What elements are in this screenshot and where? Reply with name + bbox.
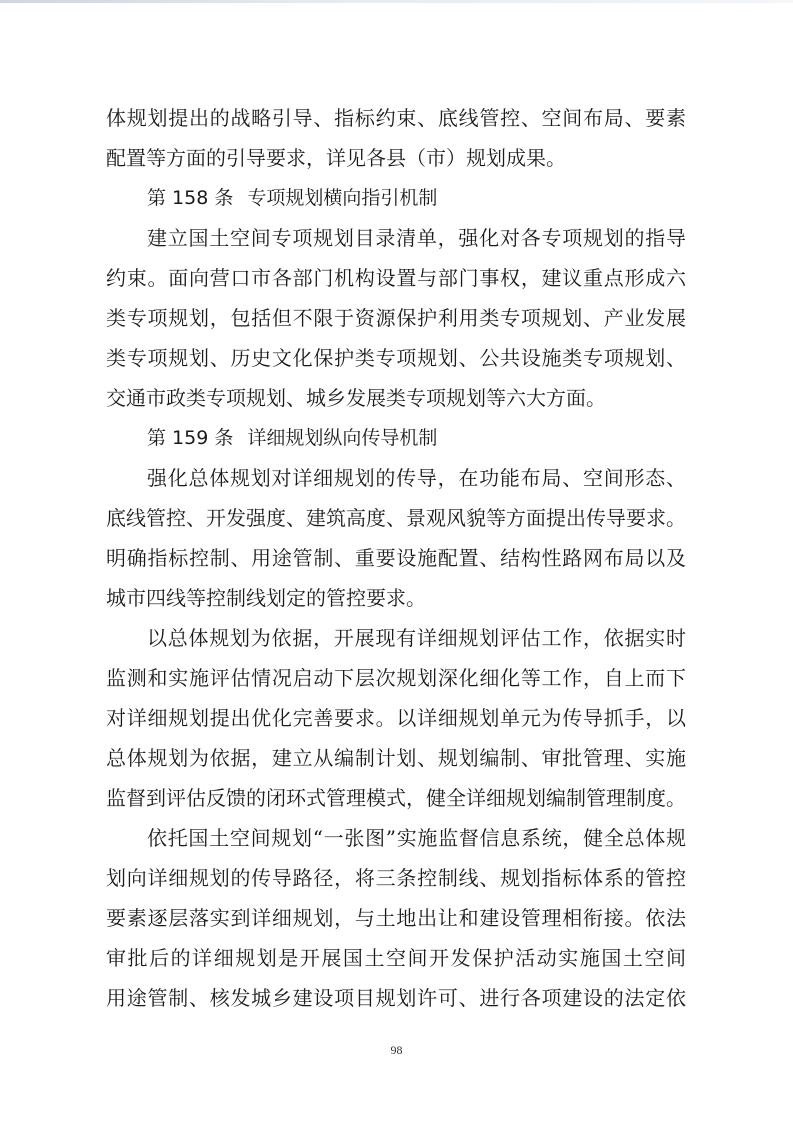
paragraph-line: 交通市政类专项规划、城乡发展类专项规划等六大方面。 xyxy=(106,386,606,410)
article-heading xyxy=(106,418,686,458)
paragraph-line: 体规划提出的战略引导、指标约束、底线管控、空间布局、要素 xyxy=(106,106,686,130)
paragraph-line: 类专项规划，包括但不限于资源保护利用类专项规划、产业发展 xyxy=(106,306,686,330)
paragraph-line: 监测和实施评估情况启动下层次规划深化细化等工作，自上而下 xyxy=(106,666,686,690)
article-number: 第 158 条 xyxy=(147,187,234,209)
paragraph-line: 配置等方面的引导要求，详见各县（市）规划成果。 xyxy=(106,146,566,170)
paragraph-line: 约束。面向营口市各部门机构设置与部门事权，建议重点形成六 xyxy=(106,266,686,290)
paragraph-line: 强化总体规划对详细规划的传导，在功能布局、空间形态、 xyxy=(147,466,686,490)
document-body xyxy=(106,98,686,1018)
paragraph-line: 底线管控、开发强度、建筑高度、景观风貌等方面提出传导要求。 xyxy=(106,506,686,530)
paragraph-line: 建立国土空间专项规划目录清单，强化对各专项规划的指导 xyxy=(147,226,686,250)
paragraph-line: 审批后的详细规划是开展国土空间开发保护活动实施国土空间 xyxy=(106,946,686,970)
paragraph-line: 城市四线等控制线划定的管控要求。 xyxy=(106,586,426,610)
page-number: 98 xyxy=(390,1043,403,1057)
paragraph-line: 要素逐层落实到详细规划，与土地出让和建设管理相衔接。依法 xyxy=(106,906,686,930)
paragraph-line: 用途管制、核发城乡建设项目规划许可、进行各项建设的法定依 xyxy=(106,986,686,1010)
paragraph-line: 类专项规划、历史文化保护类专项规划、公共设施类专项规划、 xyxy=(106,346,686,370)
paragraph-line: 总体规划为依据，建立从编制计划、规划编制、审批管理、实施 xyxy=(106,746,686,770)
paragraph-line: 明确指标控制、用途管制、重要设施配置、结构性路网布局以及 xyxy=(106,546,686,570)
paragraph-line: 依托国土空间规划“一张图”实施监督信息系统，健全总体规 xyxy=(147,826,686,850)
scan-top-edge xyxy=(0,0,793,3)
article-title: 专项规划横向指引机制 xyxy=(247,187,438,209)
paragraph-line: 划向详细规划的传导路径，将三条控制线、规划指标体系的管控 xyxy=(106,866,686,890)
article-number: 第 159 条 xyxy=(147,427,234,449)
article-title: 详细规划纵向传导机制 xyxy=(247,427,438,449)
paragraph-line: 监督到评估反馈的闭环式管理模式，健全详细规划编制管理制度。 xyxy=(106,786,686,810)
paragraph-line: 对详细规划提出优化完善要求。以详细规划单元为传导抓手，以 xyxy=(106,706,686,730)
paragraph-line: 以总体规划为依据，开展现有详细规划评估工作，依据实时 xyxy=(147,626,686,650)
article-heading xyxy=(106,178,686,218)
